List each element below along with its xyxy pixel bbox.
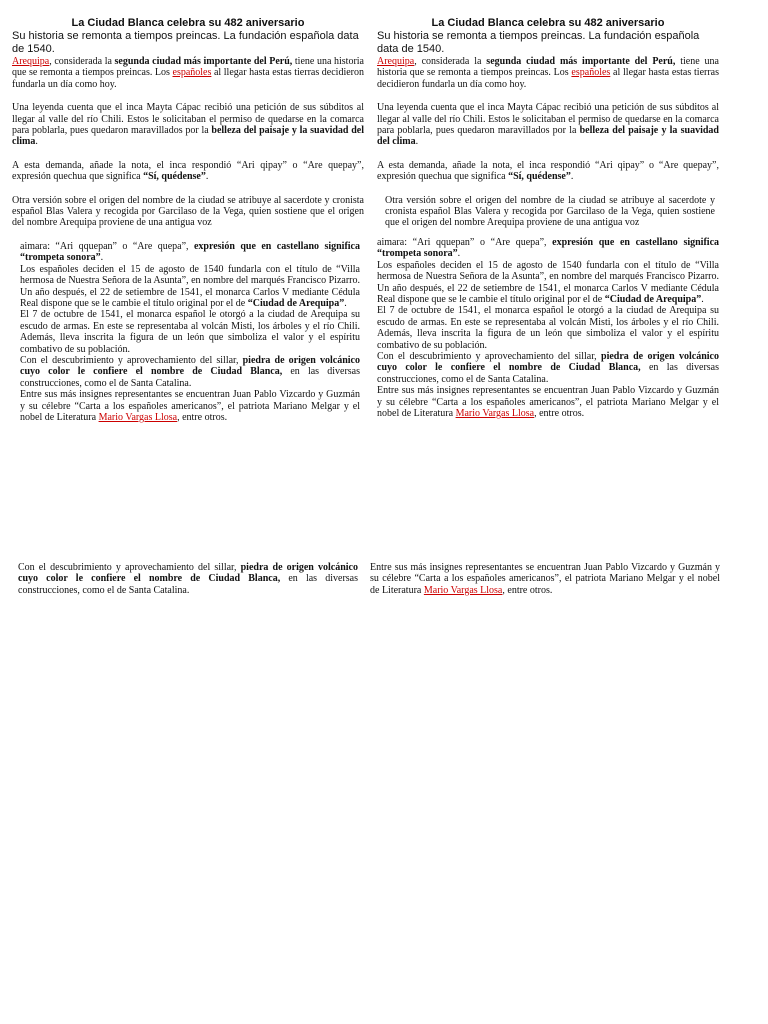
bold-text: “Ciudad de Arequipa”	[247, 297, 345, 309]
paragraph-intro	[377, 56, 719, 90]
espanoles-link[interactable]: españoles	[172, 67, 212, 79]
paragraph-aimara	[20, 241, 360, 264]
paragraph-representatives	[370, 562, 720, 596]
bold-text: belleza del paisaje y la suavidad del clima	[12, 125, 364, 148]
text: Los españoles deciden el 15 de agosto de 1540 fundarla con el título de “Villa hermosa de Nuestra Señora de la Asunta”, en nombre del marqués Francisco Pizarro. Un año después, el 22 de setiembre de 1541, el monarca Carlos V mediante Cédula Real dispone que se le cambie el título original por el de	[20, 263, 360, 309]
text: Entre sus más insignes representantes se encuentran Juan Pablo Vizcardo y Guzmán y su célebre “Carta a los españoles americanos”, el patriota Mariano Melgar y el nobel de Literatura	[370, 562, 720, 596]
text: Entre sus más insignes representantes se encuentran Juan Pablo Vizcardo y Guzmán y su célebre “Carta a los españoles americanos”, el patriota Mariano Melgar y el nobel de Literatura	[20, 389, 360, 423]
paragraph-representatives	[20, 389, 360, 423]
arequipa-link[interactable]: Arequipa	[377, 56, 415, 67]
vargas-llosa-link[interactable]: Mario Vargas Llosa	[98, 411, 178, 423]
paragraph-foundation	[377, 260, 719, 306]
text: Entre sus más insignes representantes se encuentran Juan Pablo Vizcardo y Guzmán y su célebre “Carta a los españoles americanos”, el patriota Mariano Melgar y el nobel de Literatura	[377, 385, 719, 419]
paragraph-sillar	[20, 355, 360, 389]
text: tiene una historia que se remonta a tiempos preincas. Los	[377, 56, 719, 79]
text: .	[701, 293, 704, 305]
text: Con el descubrimiento y aprovechamiento del sillar,	[377, 350, 602, 362]
paragraph-coat-of-arms: El 7 de octubre de 1541, el monarca español le otorgó a la ciudad de Arequipa su escudo de armas. En este se representaba al volcán Misti, los árboles y el río Chili. Además, lleva inscrita la figura de un león que simboliza el valor y el espíritu combativo de su población.	[377, 305, 719, 351]
text: aimara: “Ari qquepan” o “Are quepa”,	[377, 236, 553, 248]
paragraph-legend	[12, 102, 364, 148]
article-subtitle: Su historia se remonta a tiempos preincas. La fundación española data de 1540.	[12, 30, 359, 55]
paragraph-sillar	[18, 562, 358, 596]
bold-text: segunda ciudad más importante del Perú,	[114, 56, 293, 67]
text: .	[457, 248, 461, 260]
vargas-llosa-link[interactable]: Mario Vargas Llosa	[455, 407, 535, 419]
bold-text: segunda ciudad más importante del Perú,	[486, 56, 676, 67]
paragraph-aimara	[377, 237, 719, 260]
paragraph-other-version: Otra versión sobre el origen del nombre de la ciudad se atribuye al sacerdote y cronista español Blas Valera y recogida por Garcilaso de la Vega, quien sostiene que el origen del nombre Arequipa proviene de una antigua voz	[385, 194, 715, 229]
paragraph-response	[377, 160, 719, 183]
text: , entre otros.	[502, 584, 553, 596]
paragraph-other-version: Otra versión sobre el origen del nombre de la ciudad se atribuye al sacerdote y cronista español Blas Valera y recogida por Garcilaso de la Vega, quien sostiene que el origen del nombre Arequipa proviene de una antigua voz	[12, 194, 364, 229]
text: Los españoles deciden el 15 de agosto de 1540 fundarla con el título de “Villa hermosa de Nuestra Señora de la Asunta”, en nombre del marqués Francisco Pizarro. Un año después, el 22 de setiembre de 1541, el monarca Carlos V mediante Cédula Real dispone que se le cambie el título original por el de	[377, 259, 719, 305]
bold-text: piedra de origen volcánico cuyo color le confiere el nombre de Ciudad Blanca,	[18, 562, 358, 585]
bottom-right-fragment	[370, 562, 720, 596]
right-article	[377, 17, 719, 419]
bold-text: piedra de origen volcánico cuyo color le confiere el nombre de Ciudad Blanca,	[377, 350, 719, 374]
text: al llegar hasta estas tierras decidieron fundarla un día como hoy.	[12, 67, 365, 90]
text: .	[100, 252, 104, 264]
bold-text: belleza del paisaje y la suavidad del clima	[377, 125, 719, 148]
text: en las diversas construcciones, como el de Santa Catalina.	[18, 573, 358, 596]
text: .	[570, 171, 574, 183]
bottom-left-fragment	[18, 562, 358, 596]
vargas-llosa-link[interactable]: Mario Vargas Llosa	[423, 584, 503, 596]
text: aimara: “Ari qquepan” o “Are quepa”,	[20, 240, 194, 252]
paragraph-response	[12, 160, 364, 183]
paragraph-coat-of-arms: El 7 de octubre de 1541, el monarca español le otorgó a la ciudad de Arequipa su escudo de armas. En este se representaba al volcán Misti, los árboles y el río Chili. Además, lleva inscrita la figura de un león que simboliza el valor y el espíritu combativo de su población.	[20, 309, 360, 355]
bold-text: “Sí, quédense”	[143, 171, 206, 183]
text: , entre otros.	[534, 407, 585, 419]
article-title: La Ciudad Blanca celebra su 482 aniversario	[431, 17, 665, 29]
text: .	[415, 136, 419, 148]
text: .	[344, 297, 347, 309]
text: , considerada la	[414, 56, 487, 67]
text: .	[205, 171, 209, 183]
paragraph-foundation	[20, 264, 360, 310]
article-subtitle: Su historia se remonta a tiempos preincas. La fundación española data de 1540.	[377, 30, 700, 55]
paragraph-intro	[12, 56, 364, 90]
paragraph-representatives	[377, 385, 719, 419]
text-box	[12, 241, 364, 424]
paragraph-legend	[377, 102, 719, 148]
bold-text: “Ciudad de Arequipa”	[604, 293, 702, 305]
paragraph-sillar	[377, 351, 719, 385]
text: , considerada la	[49, 56, 115, 67]
bold-text: piedra de origen volcánico cuyo color le confiere el nombre de Ciudad Blanca,	[20, 354, 360, 378]
bold-text: expresión que en castellano significa “trompeta sonora”	[20, 240, 361, 264]
text: en las diversas construcciones, como el de Santa Catalina.	[20, 366, 360, 389]
text: Con el descubrimiento y aprovechamiento del sillar,	[18, 562, 241, 573]
text: al llegar hasta estas tierras decidieron fundarla un día como hoy.	[377, 67, 719, 90]
text-box	[377, 195, 719, 229]
text: tiene una historia que se remonta a tiempos preincas. Los	[12, 56, 364, 79]
text: A esta demanda, añade la nota, el inca respondió “Ari qipay” o “Are quepay”, expresión quechua que significa	[377, 159, 719, 183]
espanoles-link[interactable]: españoles	[571, 67, 611, 79]
left-article	[12, 17, 364, 423]
text: en las diversas construcciones, como el de Santa Catalina.	[377, 362, 719, 385]
text: .	[35, 136, 38, 148]
arequipa-link[interactable]: Arequipa	[12, 56, 50, 67]
text: Una leyenda cuenta que el inca Mayta Cápac recibió una petición de sus súbditos al llegar al valle del río Chili. Estos le solicitaban el permiso de quedarse en la comarca para poblarla, pues quedaron maravillados por la	[12, 102, 364, 137]
text: Una leyenda cuenta que el inca Mayta Cápac recibió una petición de sus súbditos al llegar al valle del río Chili. Estos le solicitaban el permiso de quedarse en la comarca para poblarla, pues quedaron maravillados por la	[377, 102, 719, 137]
bold-text: expresión que en castellano significa “trompeta sonora”	[377, 236, 720, 260]
article-title: La Ciudad Blanca celebra su 482 aniversario	[71, 17, 305, 29]
text: Con el descubrimiento y aprovechamiento del sillar,	[20, 354, 243, 366]
bold-text: “Sí, quédense”	[508, 171, 571, 183]
text: , entre otros.	[177, 411, 228, 423]
text: A esta demanda, añade la nota, el inca respondió “Ari qipay” o “Are quepay”, expresión quechua que significa	[12, 159, 364, 183]
